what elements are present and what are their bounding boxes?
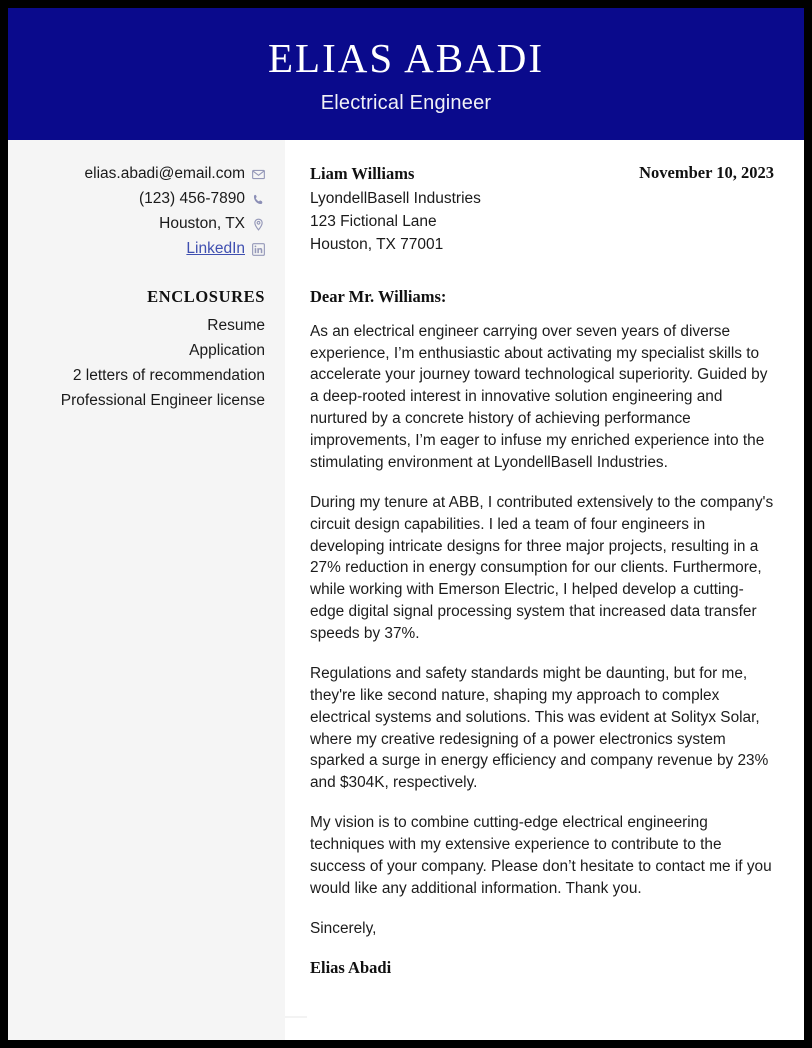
contact-location-text: Houston, TX: [159, 215, 245, 233]
list-item: 2 letters of recommendation: [72, 367, 265, 385]
linkedin-icon[interactable]: [252, 243, 265, 256]
linkedin-link[interactable]: LinkedIn: [186, 240, 245, 258]
recipient-company: LyondellBasell Industries: [310, 189, 481, 207]
contact-item-phone: [16, 187, 265, 211]
letter-header-banner: [8, 8, 804, 140]
letter-paragraph: During my tenure at ABB, I contributed extensively to the company's circuit design capabilities. I led a team of four engineers in developing intricate designs for three major projects, resulting in a 27% reduction in energy consumption for our clients. Furthermore, while working with Emerson Electric, I helped develop a cutting-edge digital signal processing system that increased data transfer speeds by 37%.: [310, 493, 774, 643]
recipient-address-block: [310, 162, 481, 257]
letter-paragraph: My vision is to combine cutting-edge electrical engineering techniques with my extensive experience to contribute to the success of your company. Please don’t hesitate to contact me if you would like any additional information. Thank you.: [310, 814, 772, 897]
letter-date: November 10, 2023: [639, 163, 774, 182]
footer-divider: [285, 1016, 307, 1018]
list-item: Professional Engineer license: [60, 392, 265, 410]
letter-paragraph: As an electrical engineer carrying over seven years of diverse experience, I’m enthusiastic about activating my specialist skills to accelerate your journey toward technological superiority. Guided by a deep-rooted interest in innovative solution engineering and nurtured by a concrete history of achieving performance improvements, I’m eager to infuse my enriched experience into the stimulating environment at LyondellBasell Industries.: [310, 322, 768, 471]
contact-item-email: [16, 162, 265, 186]
letter-paragraph: Regulations and safety standards might be daunting, but for me, they're like second nature, shaping my approach to complex electrical systems and solutions. This was evident at Solityx Solar, where my creative redesigning of a power electronics system sparked a surge in energy efficiency and company revenue by 23% and $304K, respectively.: [310, 664, 769, 792]
recipient-and-date-row: [310, 162, 774, 257]
letter-body: [8, 140, 804, 1040]
enclosures-heading: ENCLOSURES: [147, 287, 265, 307]
list-item: Resume: [207, 317, 265, 335]
enclosures-list: [16, 313, 265, 413]
sidebar: [8, 140, 285, 1040]
recipient-street: 123 Fictional Lane: [310, 212, 437, 230]
contact-item-linkedin[interactable]: [16, 237, 265, 261]
location-pin-icon: [252, 218, 265, 231]
salutation: Dear Mr. Williams:: [310, 286, 447, 306]
signature-name: Elias Abadi: [310, 957, 392, 977]
list-item: Application: [189, 342, 265, 360]
closing-salutation: Sincerely,: [310, 919, 377, 937]
contact-list: [16, 162, 265, 261]
cover-letter-page: [8, 8, 804, 1040]
contact-email-text: elias.abadi@email.com: [84, 165, 245, 182]
email-icon: [252, 168, 265, 181]
recipient-city-state-zip: Houston, TX 77001: [310, 235, 444, 253]
contact-phone-text: (123) 456-7890: [139, 190, 245, 208]
phone-icon: [252, 193, 265, 206]
page-title: ELIAS ABADI: [268, 34, 544, 81]
letter-main-column: [285, 140, 804, 1040]
contact-item-location: [16, 212, 265, 236]
recipient-name: Liam Williams: [310, 164, 415, 183]
job-title: Electrical Engineer: [320, 92, 492, 115]
